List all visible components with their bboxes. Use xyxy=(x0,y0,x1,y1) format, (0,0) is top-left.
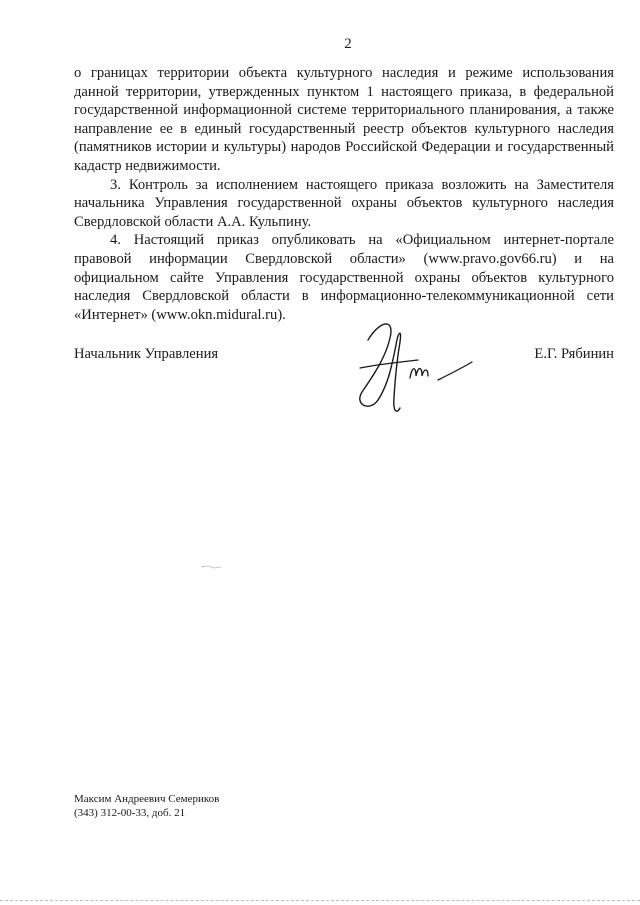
executor-phone: (343) 312-00-33, доб. 21 xyxy=(74,807,186,819)
paragraph-4: 4. Настоящий приказ опубликовать на «Официальном интернет-портале правовой информации Свердловской области» (www.pravo.gov66.ru) и на официальном сайте Управления государственной охраны объектов культурного наследия Свердловской области в информационно-телекоммуникационной сети «Интернет» (www.okn.midural.ru). xyxy=(74,232,614,323)
executor-info xyxy=(74,792,219,820)
signatory-name: Е.Г. Рябинин xyxy=(534,346,614,362)
page-edge-line xyxy=(0,900,640,902)
scan-artifact xyxy=(200,565,222,569)
handwritten-signature xyxy=(340,310,480,420)
paragraph-3: 3. Контроль за исполнением настоящего приказа возложить на Заместителя начальника Управления государственной охраны объектов культурного наследия Свердловской области А.А. Кульпину. xyxy=(74,176,614,230)
document-body xyxy=(74,64,614,324)
paragraph-continuation: о границах территории объекта культурного наследия и режиме использования данной территории, утвержденных пунктом 1 настоящего приказа, в федеральной государственной информационной системе территориального планирования, а также направление ее в единый государственный реестр объектов культурного наследия (памятников истории и культуры) народов Российской Федерации и государственный кадастр недвижимости. xyxy=(74,65,614,174)
page-number: 2 xyxy=(344,36,352,52)
executor-name: Максим Андреевич Семериков xyxy=(74,793,220,805)
signatory-title: Начальник Управления xyxy=(74,346,219,362)
